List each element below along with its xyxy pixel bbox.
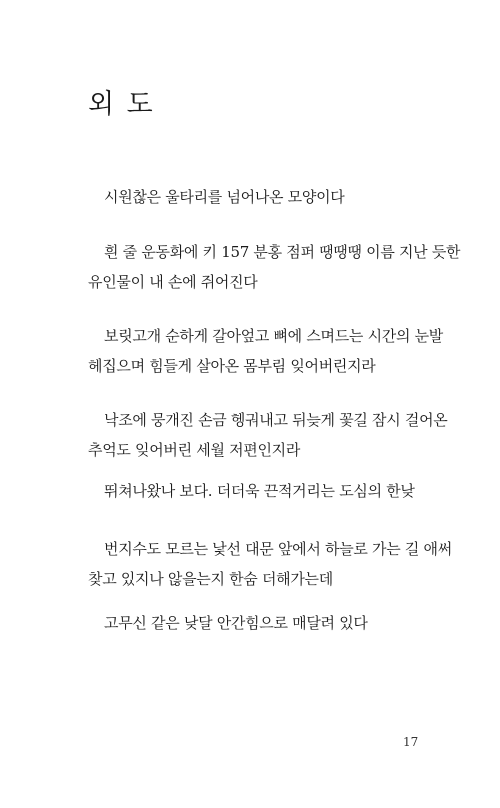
poem-line: 보릿고개 순하게 갈아엎고 뼈에 스며드는 시간의 눈발 [104, 327, 443, 345]
poem-line: 추억도 잊어버린 세월 저편인지라 [88, 441, 301, 459]
stanza-2 [88, 237, 461, 297]
poem-line: 고무신 같은 낮달 안간힘으로 매달려 있다 [104, 614, 368, 632]
poem-line: 찾고 있지나 않을는지 한숨 더해가는데 [88, 570, 333, 588]
poem-line: 유인물이 내 손에 쥐어진다 [88, 273, 258, 291]
poem-line: 낙조에 뭉개진 손금 헹궈내고 뒤늦게 꽃길 잠시 걸어온 [104, 411, 448, 429]
stanza-1 [88, 182, 428, 212]
stanza-6 [88, 534, 452, 594]
stanza-7 [88, 608, 428, 638]
page-number: 17 [403, 735, 419, 749]
poem-line: 시원찮은 울타리를 넘어나온 모양이다 [104, 188, 345, 206]
poem-line: 흰 줄 운동화에 키 157 분홍 점퍼 땡땡땡 이름 지난 듯한 [104, 243, 461, 261]
poem-line: 헤집으며 힘들게 살아온 몸부림 잊어버린지라 [88, 357, 376, 375]
stanza-4 [88, 405, 448, 465]
poem-title: 외 도 [88, 89, 155, 120]
poem-line: 뛰쳐나왔나 보다. 더더욱 끈적거리는 도심의 한낮 [104, 482, 415, 500]
poem-line: 번지수도 모르는 낯선 대문 앞에서 하늘로 가는 길 애써 [104, 540, 452, 558]
stanza-5 [88, 476, 428, 506]
stanza-3 [88, 321, 443, 381]
